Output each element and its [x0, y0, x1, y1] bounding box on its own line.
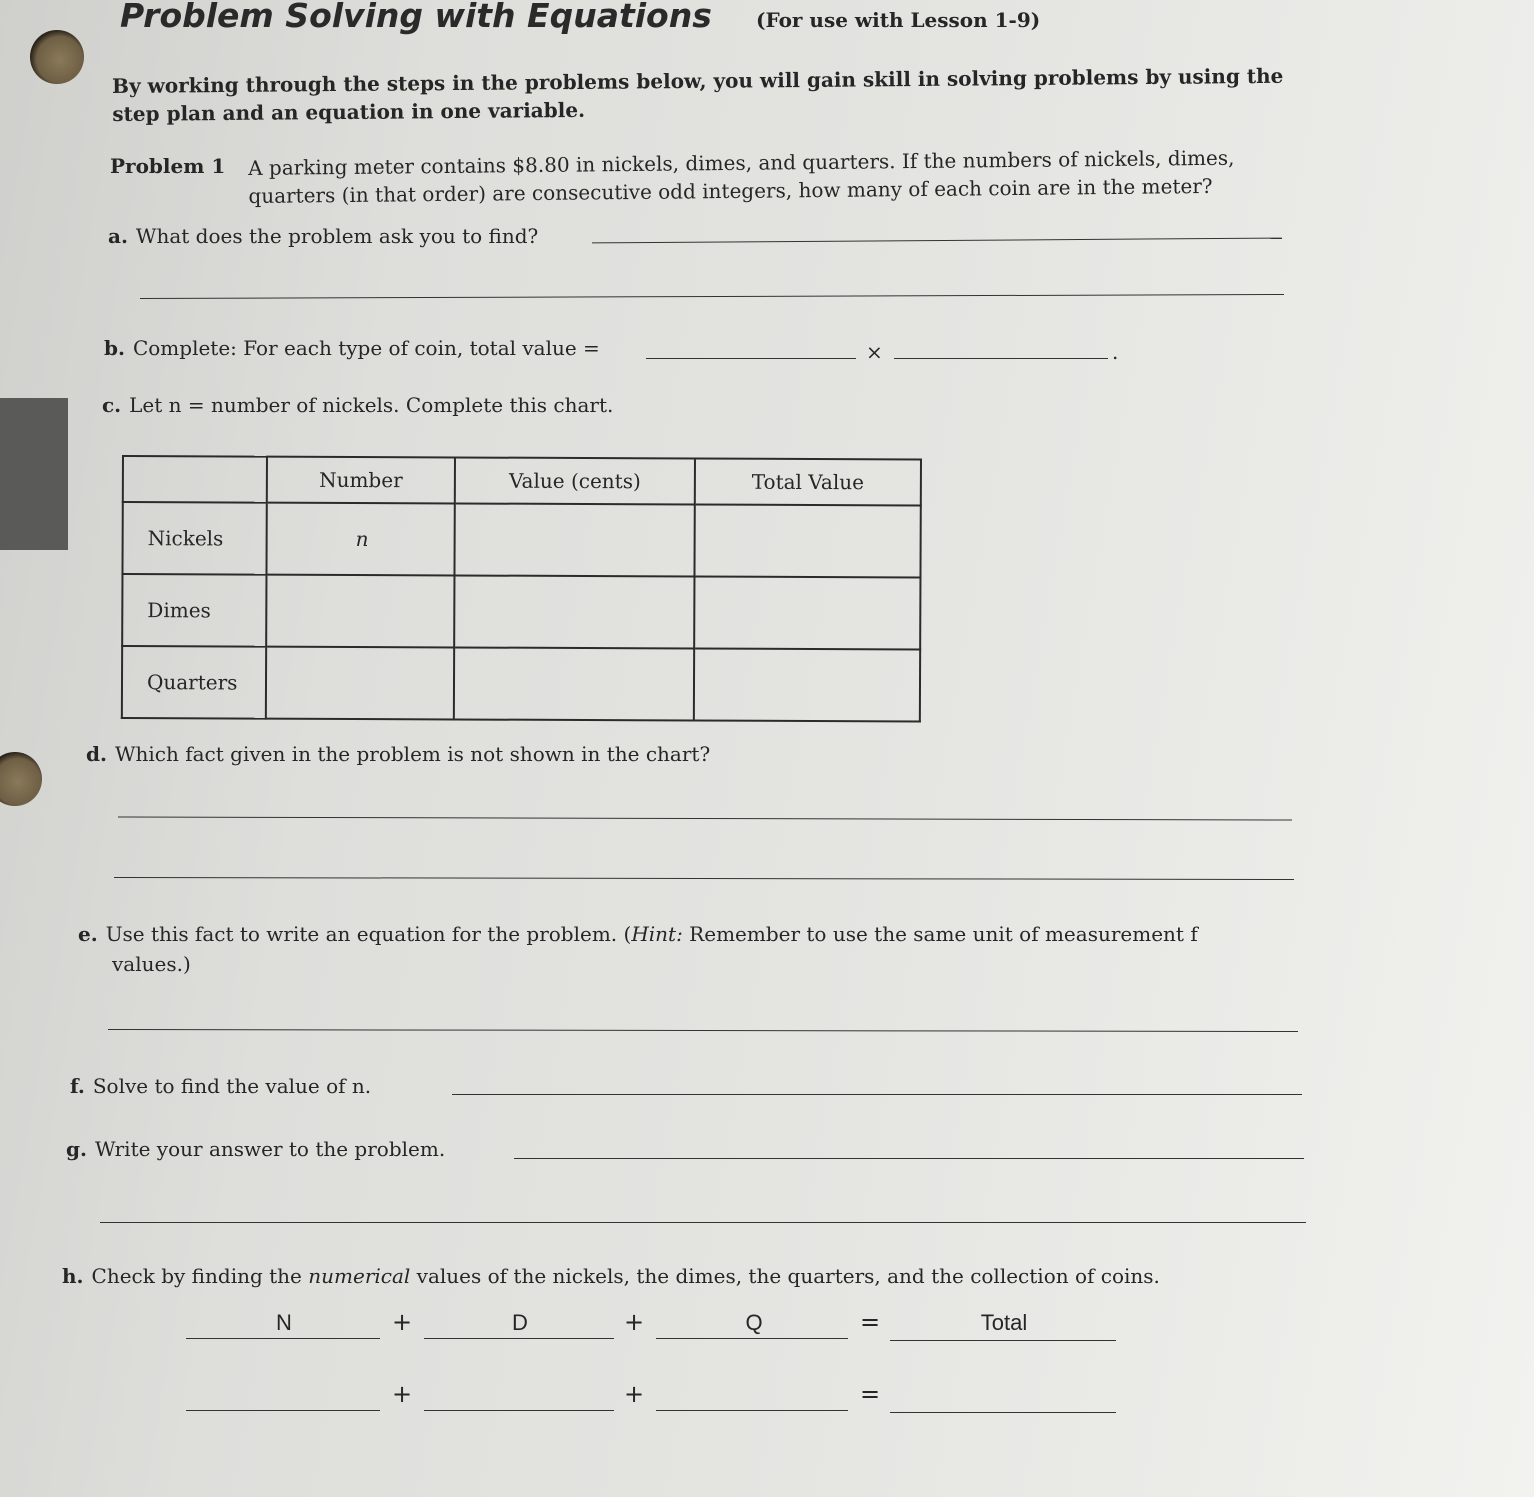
value-cell[interactable]	[454, 503, 694, 576]
total-cell[interactable]	[694, 504, 920, 577]
number-value: n	[355, 527, 369, 552]
label-n: N	[276, 1310, 292, 1335]
question-letter: g.	[66, 1137, 87, 1161]
question-b	[104, 336, 600, 360]
problem-text: A parking meter contains $8.80 in nickels, dimes, and quarters. If the numbers of nickels, dimes, quarters (in that order) are consecutive odd integers, how many of each coin are in the meter?	[248, 145, 1235, 208]
answer-line-b1[interactable]	[646, 358, 856, 359]
coin-chart	[121, 455, 922, 722]
blank-n-2[interactable]	[186, 1410, 380, 1411]
question-letter: h.	[62, 1264, 84, 1288]
blank-total-2[interactable]	[890, 1412, 1116, 1413]
answer-line-g2[interactable]	[100, 1222, 1306, 1223]
total-cell[interactable]	[694, 648, 920, 721]
question-a	[108, 224, 538, 248]
question-text-cont: values of the nickels, the dimes, the quarters, and the collection of coins.	[410, 1264, 1160, 1288]
answer-line-b2[interactable]	[894, 358, 1108, 359]
lesson-reference: (For use with Lesson 1-9)	[756, 8, 1041, 32]
chart-row-quarters	[122, 646, 920, 721]
binder-hole-bottom	[0, 752, 42, 806]
number-cell[interactable]	[266, 575, 454, 648]
question-text: Use this fact to write an equation for the problem. (	[105, 922, 632, 946]
page-title: Problem Solving with Equations	[120, 0, 712, 35]
total-cell[interactable]	[694, 576, 920, 649]
intro-text: By working through the steps in the problems below, you will gain skill in solving problems by using the step plan and an equation in one variable.	[112, 63, 1284, 126]
answer-line-e1[interactable]	[108, 1029, 1298, 1032]
question-d	[86, 742, 710, 766]
row-label: Nickels	[122, 502, 266, 575]
question-letter: e.	[78, 922, 98, 946]
question-e	[78, 922, 1198, 946]
question-text: Solve to find the value of n.	[92, 1074, 372, 1098]
question-h	[62, 1264, 1160, 1288]
question-e-line2: values.)	[112, 952, 191, 976]
question-letter: d.	[86, 742, 107, 766]
plus-sign: +	[624, 1380, 645, 1408]
blank-total-1[interactable]	[890, 1340, 1116, 1341]
blank-n-1[interactable]	[186, 1338, 380, 1339]
equals-sign: =	[860, 1380, 881, 1408]
question-text-cont: Remember to use the same unit of measurement f	[682, 922, 1198, 946]
blank-d-1[interactable]	[424, 1338, 614, 1339]
tape-strip	[0, 398, 68, 550]
question-text: Write your answer to the problem.	[94, 1137, 446, 1161]
question-text: Which fact given in the problem is not shown in the chart?	[114, 742, 711, 766]
question-text: What does the problem ask you to find?	[135, 224, 539, 248]
row-label: Quarters	[122, 646, 266, 719]
answer-line-g1[interactable]	[514, 1158, 1304, 1159]
equals-sign: =	[860, 1308, 881, 1336]
plus-sign: +	[392, 1308, 413, 1336]
chart-header-row	[123, 456, 921, 505]
question-text: Let n = number of nickels. Complete this chart.	[129, 393, 614, 417]
blank-q-2[interactable]	[656, 1410, 848, 1411]
times-sign: ×	[866, 340, 883, 364]
answer-line-d2[interactable]	[114, 877, 1294, 880]
binder-hole-top	[30, 30, 84, 84]
question-g	[66, 1137, 445, 1161]
question-letter: a.	[108, 224, 128, 248]
period: .	[1112, 340, 1119, 364]
value-cell[interactable]	[454, 647, 694, 720]
chart-header-number: Number	[267, 457, 455, 504]
chart-row-nickels	[122, 502, 920, 577]
plus-sign: +	[392, 1380, 413, 1408]
question-text: Check by finding the	[91, 1264, 309, 1288]
answer-line-a1[interactable]	[592, 238, 1282, 244]
answer-line-d1[interactable]	[118, 816, 1292, 820]
value-cell[interactable]	[454, 575, 694, 648]
question-text: Complete: For each type of coin, total value =	[132, 336, 600, 360]
question-letter: f.	[70, 1074, 85, 1098]
question-letter: b.	[104, 336, 125, 360]
problem-label: Problem 1	[110, 154, 226, 178]
question-f	[70, 1074, 371, 1098]
chart-header-total: Total Value	[695, 459, 921, 506]
number-cell[interactable]	[266, 503, 454, 576]
hint-label: Hint:	[631, 922, 683, 946]
label-q: Q	[745, 1310, 763, 1335]
emphasis-numerical: numerical	[308, 1264, 411, 1288]
blank-q-1[interactable]	[656, 1338, 848, 1339]
label-d: D	[512, 1310, 528, 1335]
number-cell[interactable]	[266, 647, 454, 720]
chart-header-value: Value (cents)	[455, 457, 695, 504]
answer-line-a2[interactable]	[140, 294, 1284, 299]
plus-sign: +	[624, 1308, 645, 1336]
row-label: Dimes	[122, 574, 266, 647]
answer-line-f[interactable]	[452, 1094, 1302, 1095]
chart-row-dimes	[122, 574, 920, 649]
label-total: Total	[980, 1310, 1028, 1335]
question-c	[102, 393, 613, 417]
blank-d-2[interactable]	[424, 1410, 614, 1411]
chart-header-blank	[123, 456, 267, 503]
question-letter: c.	[102, 393, 122, 417]
